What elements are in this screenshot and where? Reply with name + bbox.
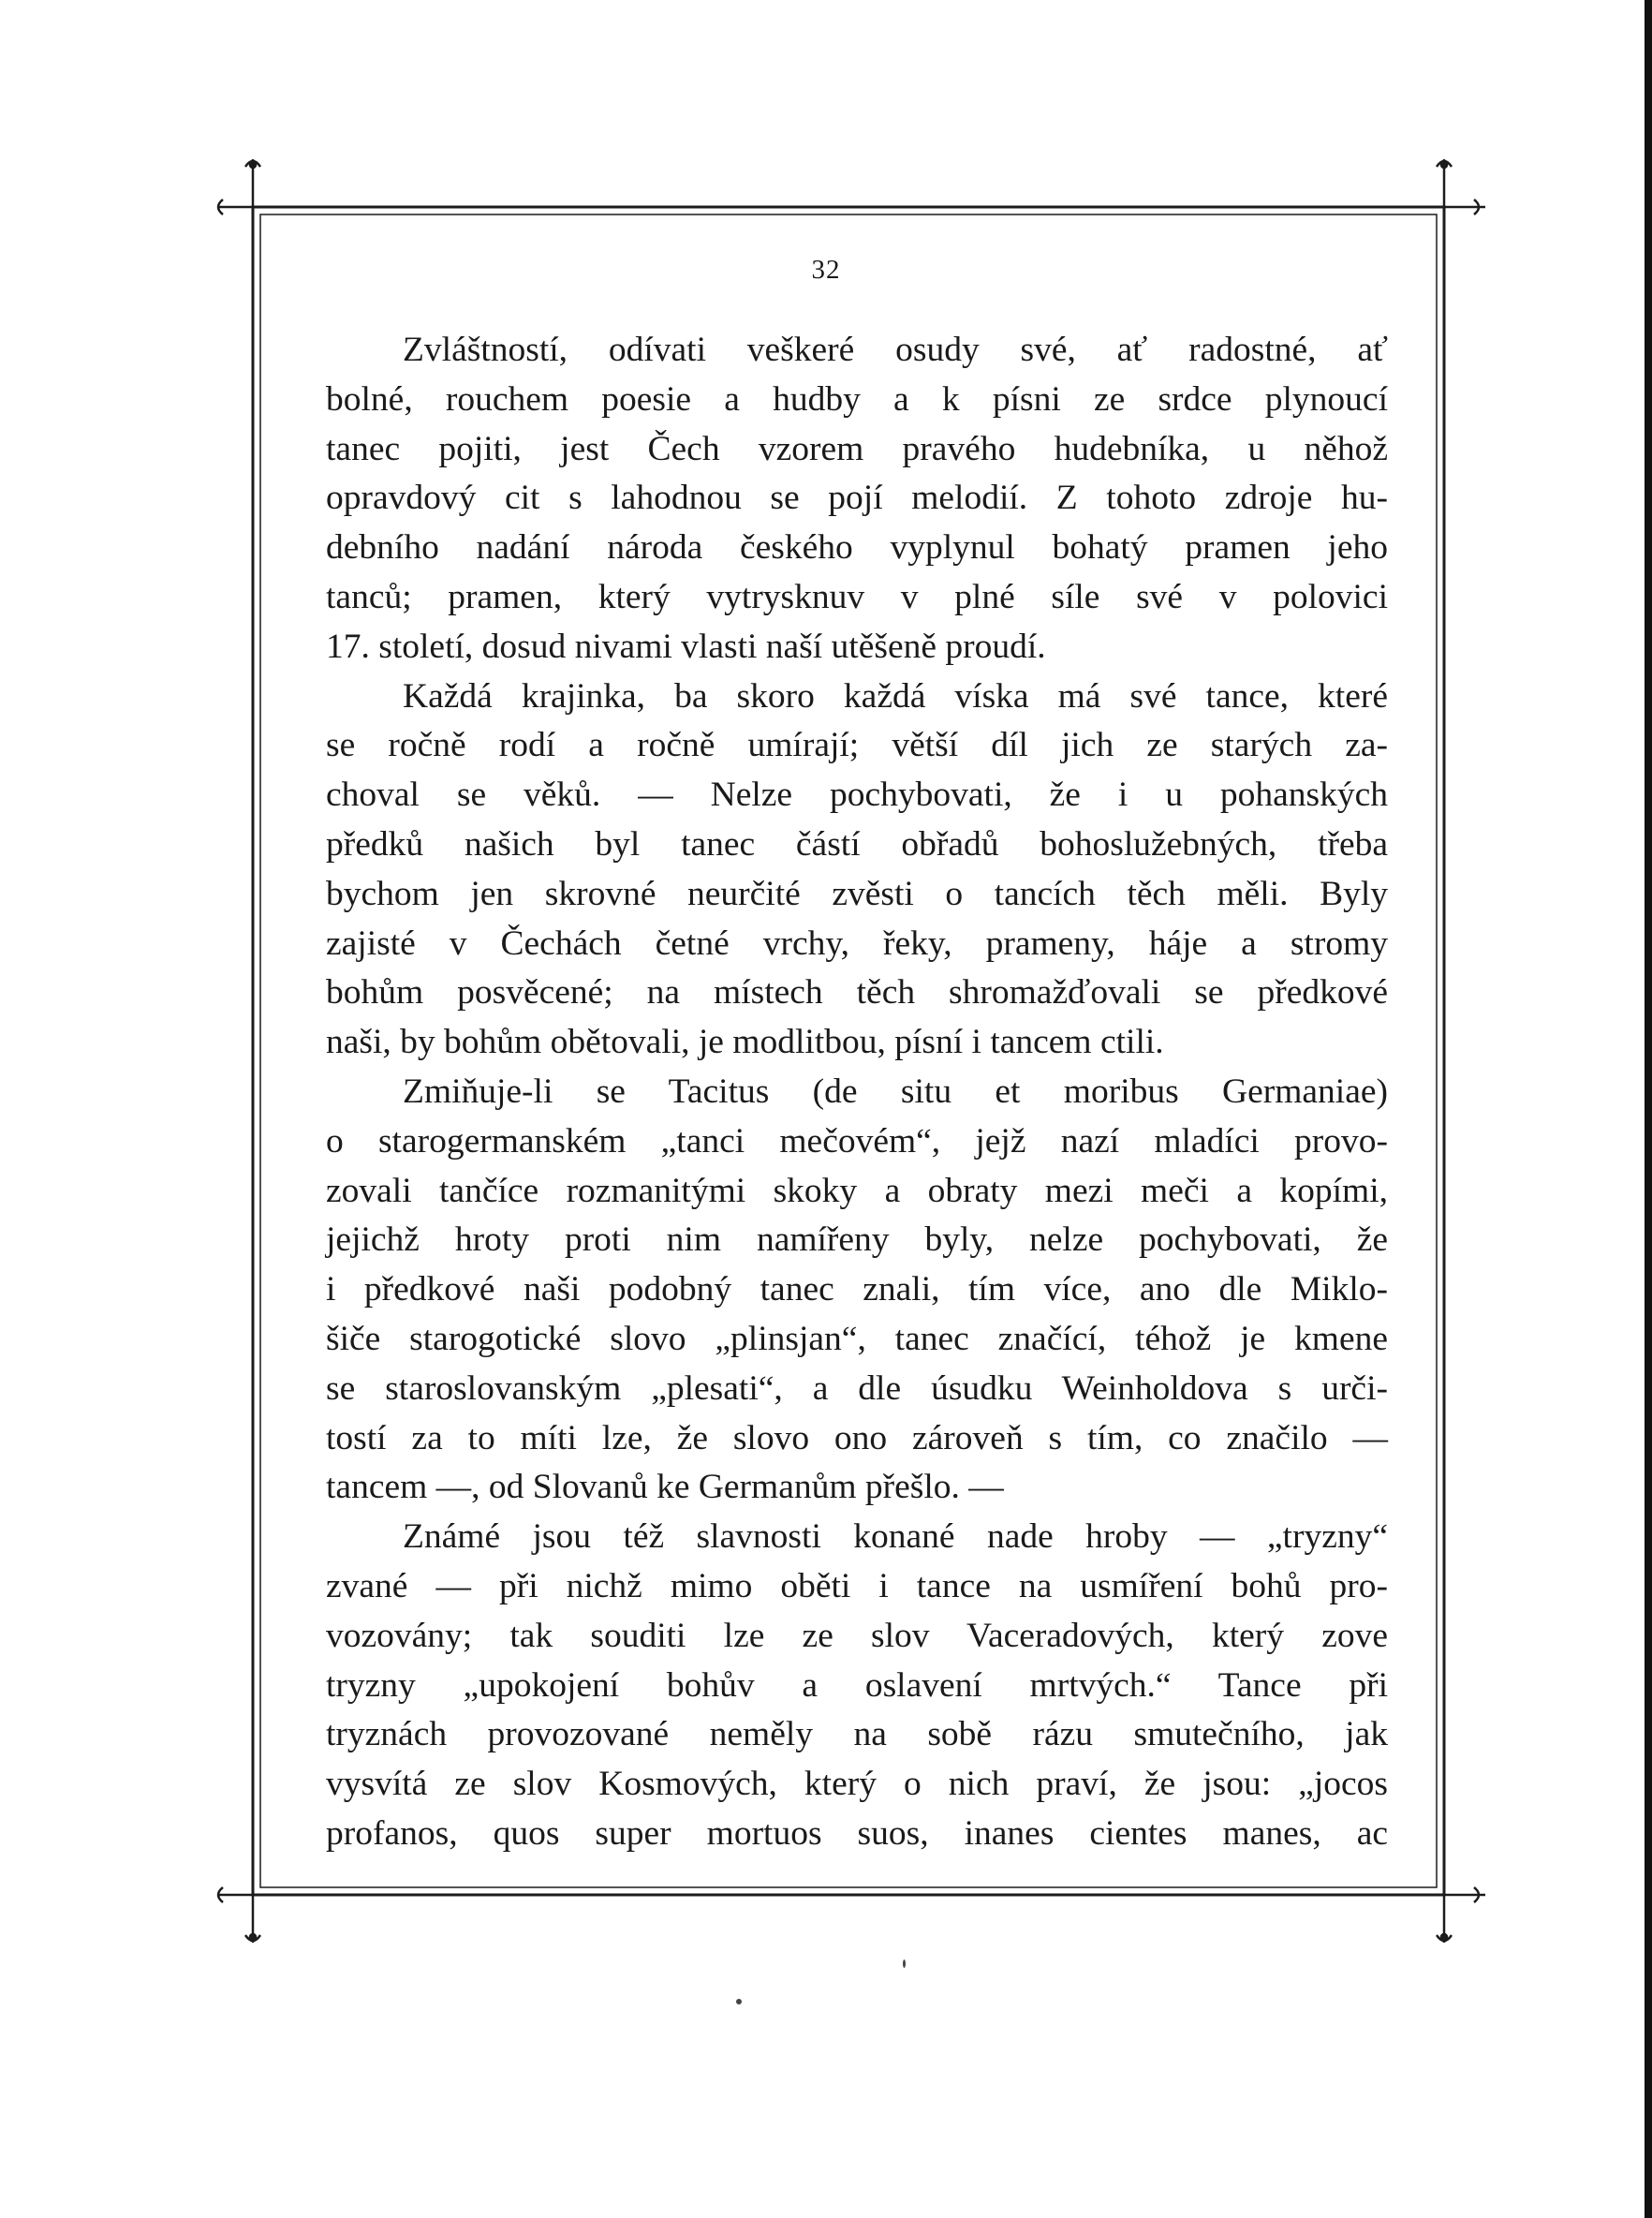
text-line: šiče starogotické slovo „plinsjan“, tanec značící, téhož je kmene [326,1319,1388,1358]
text-line: o starogermanském „tanci mečovém“, jejž nazí mladíci provo- [326,1121,1388,1161]
paragraph [326,1513,1388,1859]
text-line: tryznách provozované neměly na sobě rázu smutečního, jak [326,1715,1388,1754]
text-line: bolné, rouchem poesie a hudby a k písni ze srdce plynoucí [326,379,1388,419]
text-line: tanců; pramen, který vytrysknuv v plné síle své v polovici [326,577,1388,616]
text-line: Známé jsou též slavnosti konané nade hroby — „tryzny“ [403,1517,1388,1557]
text-line: 17. století, dosud nivami vlasti naší utěšeně proudí. [326,627,1046,666]
text-line: Zvláštností, odívati veškeré osudy své, ať radostné, ať [403,331,1388,369]
text-line: Každá krajinka, ba skoro každá víska má své tance, které [403,676,1388,716]
text-line: tancem —, od Slovanů ke Germanům přešlo. — [326,1468,1004,1507]
text-line: tryzny „upokojení bohův a oslavení mrtvých.“ Tance při [326,1665,1388,1705]
text-line: zvané — při nichž mimo oběti i tance na usmíření bohů pro- [326,1566,1388,1605]
corner-ornament-top-left [217,159,281,234]
page-number: 32 [811,255,841,285]
paragraph [326,326,1388,673]
text-line: profanos, quos super mortuos suos, inanes cientes manes, ac [326,1813,1388,1853]
text-line: choval se věků. — Nelze pochybovati, že i u pohanských [326,776,1388,815]
body-text [326,326,1388,1859]
text-line: vozovány; tak souditi lze ze slov Vaceradových, který zove [326,1616,1388,1655]
text-line: zajisté v Čechách četné vrchy, řeky, prameny, háje a stromy [326,924,1388,963]
text-line: Zmiňuje-li se Tacitus (de situ et moribus Germaniae) [403,1072,1388,1111]
text-line: se ročně rodí a ročně umírají; větší díl jich ze starých za- [326,726,1388,765]
text-line: zovali tančíce rozmanitými skoky a obraty mezi meči a kopími, [326,1171,1388,1210]
ink-speck [736,1999,742,2004]
text-line: se staroslovanským „plesati“, a dle úsudku Weinholdova s urči- [326,1368,1388,1408]
text-line: i předkové naši podobný tanec znali, tím více, ano dle Miklo- [326,1270,1388,1309]
scan-page-edge [1645,0,1652,2218]
text-line: bychom jen skrovné neurčité zvěsti o tancích těch měli. Byly [326,874,1388,913]
ink-speck [903,1959,906,1968]
corner-ornament-bottom-left [217,1864,281,1943]
paragraph [326,673,1388,1068]
corner-ornament-bottom-right [1416,1864,1485,1943]
text-line: jejichž hroty proti nim namířeny byly, nelze pochybovati, že [326,1220,1388,1260]
text-line: opravdový cit s lahodnou se pojí melodií. Z tohoto zdroje hu- [326,479,1388,518]
text-line: bohům posvěcené; na místech těch shromažďovali se předkové [326,973,1388,1013]
paragraph [326,1068,1388,1513]
text-line: vysvítá ze slov Kosmových, který o nich praví, že jsou: „jocos [326,1765,1388,1804]
text-line: tostí za to míti lze, že slovo ono zároveň s tím, co značilo — [326,1418,1388,1457]
text-line: debního nadání národa českého vyplynul bohatý pramen jeho [326,528,1388,568]
text-line: tanec pojiti, jest Čech vzorem pravého hudebníka, u něhož [326,429,1388,468]
corner-ornament-top-right [1416,159,1485,234]
text-line: naši, by bohům obětovali, je modlitbou, písní i tancem ctili. [326,1023,1164,1062]
text-line: předků našich byl tanec částí obřadů bohoslužebných, třeba [326,824,1388,864]
